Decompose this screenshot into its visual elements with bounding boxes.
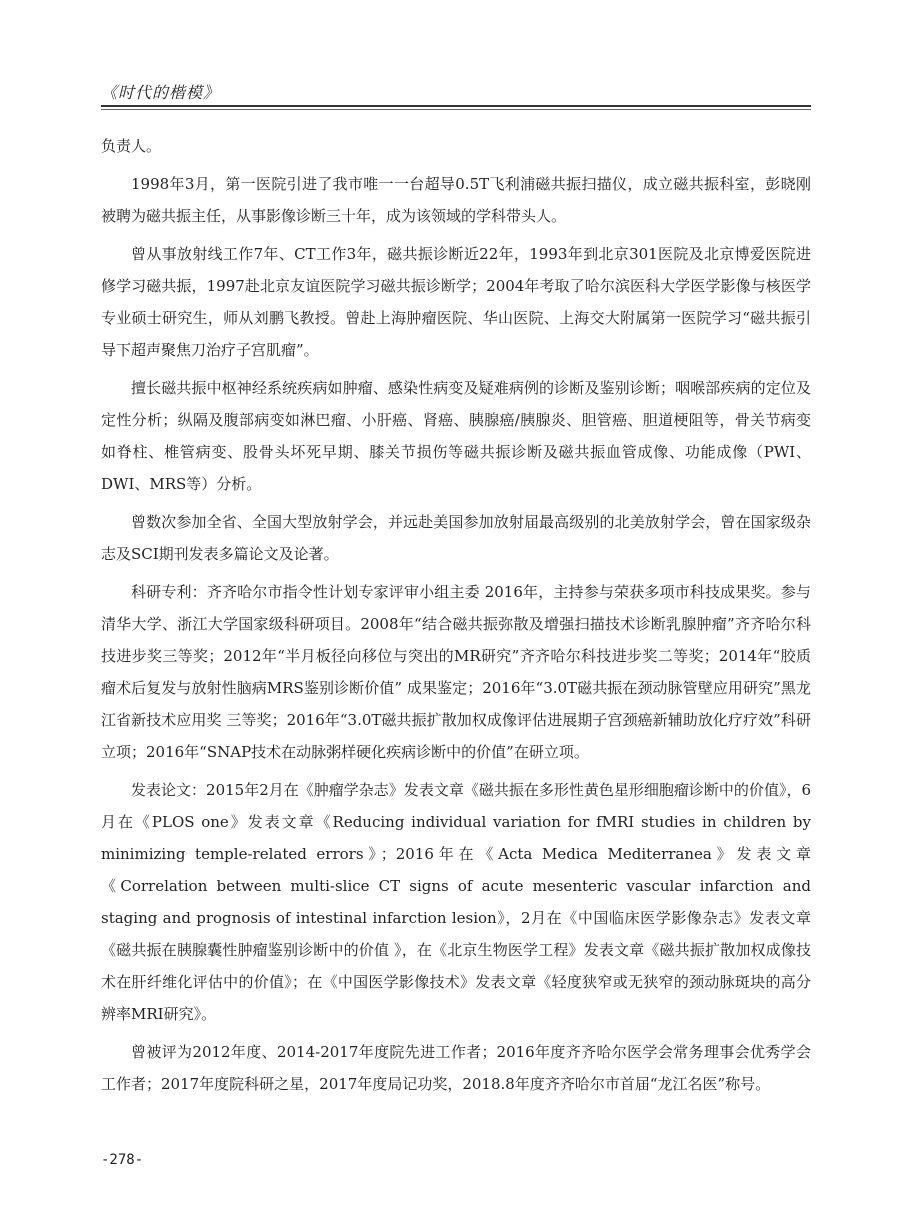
paragraph-mri-department: 1998年3月，第一医院引进了我市唯一一台超导0.5T飞利浦磁共振扫描仪，成立磁共振科室，彭晓刚被聘为磁共振主任，从事影像诊断三十年，成为该领域的学科带头人。 bbox=[101, 175, 811, 225]
running-header-title: 《时代的楷模》 bbox=[101, 83, 221, 102]
paragraph-honors: 曾被评为2012年度、2014-2017年度院先进工作者；2016年度齐齐哈尔医学会常务理事会优秀学会工作者；2017年度院科研之星，2017年度局记功奖，2018.8年度齐齐哈尔市首届“龙江名医”称号。 bbox=[101, 1043, 811, 1093]
header-rule-thick bbox=[101, 105, 811, 107]
paragraph-conferences: 曾数次参加全省、全国大型放射学会，并远赴美国参加放射届最高级别的北美放射学会，曾在国家级杂志及SCI期刊发表多篇论文及论著。 bbox=[101, 513, 811, 563]
paragraph-continuation: 负责人。 bbox=[101, 137, 162, 155]
paragraph-research: 科研专利：齐齐哈尔市指令性计划专家评审小组主委 2016年，主持参与荣获多项市科技成果奖。参与清华大学、浙江大学国家级科研项目。2008年“结合磁共振弥散及增强扫描技术诊断乳腺肿瘤”齐齐哈尔科技进步奖三等奖；2012年“半月板径向移位与突出的MR研究”齐齐哈尔科技进步奖二等奖；2014年“胶质瘤术后复发与放射性脑病MRS鉴别诊断价值” 成果鉴定；2016年“3.0T磁共振在颈动脉管壁应用研究”黑龙江省新技术应用奖 三等奖；2016年“3.0T磁共振扩散加权成像评估进展期子宫颈癌新辅助放化疗疗效”科研立项；2016年“SNAP技术在动脉粥样硬化疾病诊断中的价值”在研立项。 bbox=[101, 583, 811, 761]
header-rule-thin bbox=[101, 109, 811, 110]
paragraph-training: 曾从事放射线工作7年、CT工作3年，磁共振诊断近22年，1993年到北京301医院及北京博爱医院进修学习磁共振，1997赴北京友谊医院学习磁共振诊断学；2004年考取了哈尔滨医科大学医学影像与核医学专业硕士研究生，师从刘鹏飞教授。曾赴上海肿瘤医院、华山医院、上海交大附属第一医院学习“磁共振引导下超声聚焦刀治疗子宫肌瘤”。 bbox=[101, 245, 811, 359]
page-header bbox=[101, 76, 811, 106]
page-number: -278- bbox=[101, 1152, 144, 1168]
paragraph-specialties: 擅长磁共振中枢神经系统疾病如肿瘤、感染性病变及疑难病例的诊断及鉴别诊断；咽喉部疾病的定位及定性分析；纵隔及腹部病变如淋巴瘤、小肝癌、肾癌、胰腺癌/胰腺炎、胆管癌、胆道梗阻等，骨关节病变如脊柱、椎管病变、股骨头坏死早期、膝关节损伤等磁共振诊断及磁共振血管成像、功能成像（PWI、DWI、MRS等）分析。 bbox=[101, 379, 811, 493]
paragraph-publications: 发表论文：2015年2月在《肿瘤学杂志》发表文章《磁共振在多形性黄色星形细胞瘤诊断中的价值》，6月在《PLOS one》发表文章《Reducing individual variation for fMRI studies in children by minimizing temple-related errors》；2016年在《Acta Medica Mediterranea》发表文章《Correlation between multi-slice CT signs of acute mesenteric vascular infarction and staging and prognosis of intestinal infarction lesion》，2月在《中国临床医学影像杂志》发表文章《磁共振在胰腺囊性肿瘤鉴别诊断中的价值 》，在《北京生物医学工程》发表文章《磁共振扩散加权成像技术在肝纤维化评估中的价值》；在《中国医学影像技术》发表文章《轻度狭窄或无狭窄的颈动脉斑块的高分辨率MRI研究》。 bbox=[101, 781, 811, 1023]
body-text bbox=[101, 130, 811, 1106]
